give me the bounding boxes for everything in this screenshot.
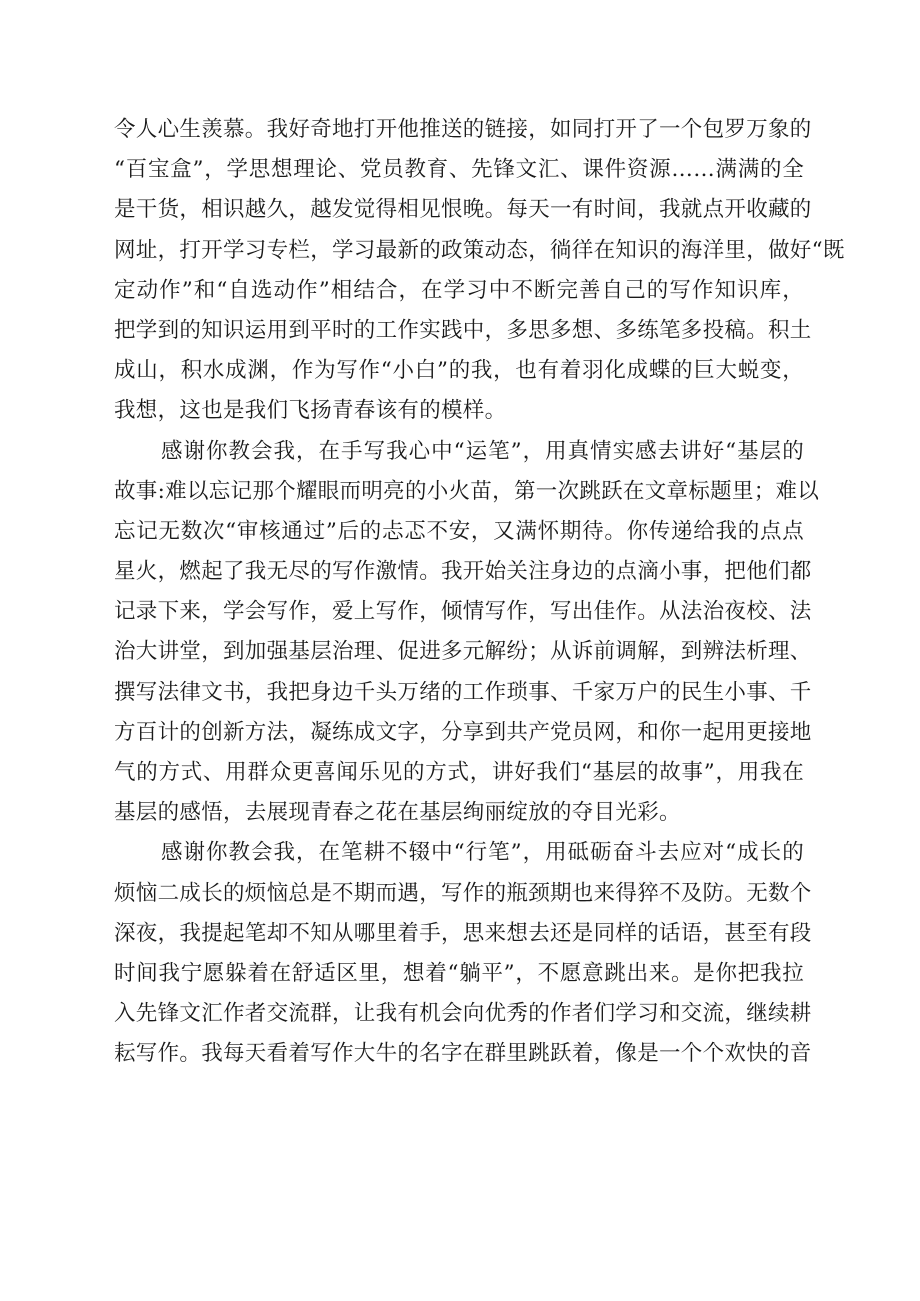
text-line: 气的方式、用群众更喜闻乐见的方式，讲好我们“基层的故事”，用我在 xyxy=(114,760,804,785)
text-line: 治大讲堂，到加强基层治理、促进多元解纷；从诉前调解，到辨法析理、 xyxy=(114,639,812,665)
text-line: 令人心生羡慕。我好奇地打开他推送的链接，如同打开了一个包罗万象的 xyxy=(114,117,812,142)
text-line: 深夜，我提起笔却不知从哪里着手，思来想去还是同样的话语，甚至有段 xyxy=(114,920,812,946)
text-line: 把学到的知识运用到平时的工作实践中，多思多想、多练笔多投稿。积土 xyxy=(114,317,812,343)
text-line: 忘记无数次“审核通过”后的忐忑不安，又满怀期待。你传递给我的点点 xyxy=(114,518,804,544)
text-line: 我想，这也是我们飞扬青春该有的模样。 xyxy=(114,398,507,424)
text-line: 星火，燃起了我无尽的写作激情。我开始关注身边的点滴小事，把他们都 xyxy=(114,559,812,585)
text-line: 定动作”和“自选动作”相结合，在学习中不断完善自己的写作知识库， xyxy=(114,277,804,303)
text-line: 是干货，相识越久，越发觉得相见恨晚。每天一有时间，我就点开收藏的 xyxy=(114,197,812,223)
text-line: 时间我宁愿躲着在舒适区里，想着“躺平”，不愿意跳出来。是你把我拉 xyxy=(114,960,804,986)
text-line: 撰写法律文书，我把身边千头万绪的工作琐事、千家万户的民生小事、千 xyxy=(114,679,812,705)
text-line: 烦恼二成长的烦恼总是不期而遇，写作的瓶颈期也来得猝不及防。无数个 xyxy=(114,880,812,906)
text-line: 基层的感悟，去展现青春之花在基层绚丽绽放的夺目光彩。 xyxy=(114,800,681,826)
text-line: 故事:难以忘记那个耀眼而明亮的小火苗，第一次跳跃在文章标题里；难以 xyxy=(114,478,820,504)
text-line: 成山，积水成渊，作为写作“小白”的我，也有着羽化成蝶的巨大蜕变， xyxy=(114,358,804,384)
text-line: 网址，打开学习专栏，学习最新的政策动态，徜徉在知识的海洋里，做好“既 xyxy=(114,237,845,263)
text-line: “百宝盒”，学思想理论、党员教育、先锋文汇、课件资源……满满的全 xyxy=(114,157,804,183)
text-line: 方百计的创新方法，凝练成文字，分享到共产党员网，和你一起用更接地 xyxy=(114,719,812,745)
document-body xyxy=(114,110,845,1075)
text-line: 耘写作。我每天看着写作大牛的名字在群里跳跃着，像是一个个欢快的音 xyxy=(114,1041,812,1067)
text-line: 入先锋文汇作者交流群，让我有机会向优秀的作者们学习和交流，继续耕 xyxy=(114,1001,812,1027)
text-line: 记录下来，学会写作，爱上写作，倾情写作，写出佳作。从法治夜校、法 xyxy=(114,599,812,625)
paragraph-first-line: 感谢你教会我，在笔耕不辍中“行笔”，用砥砺奋斗去应对“成长的 xyxy=(161,840,804,866)
paragraph-first-line: 感谢你教会我，在手写我心中“运笔”，用真情实感去讲好“基层的 xyxy=(161,438,804,464)
